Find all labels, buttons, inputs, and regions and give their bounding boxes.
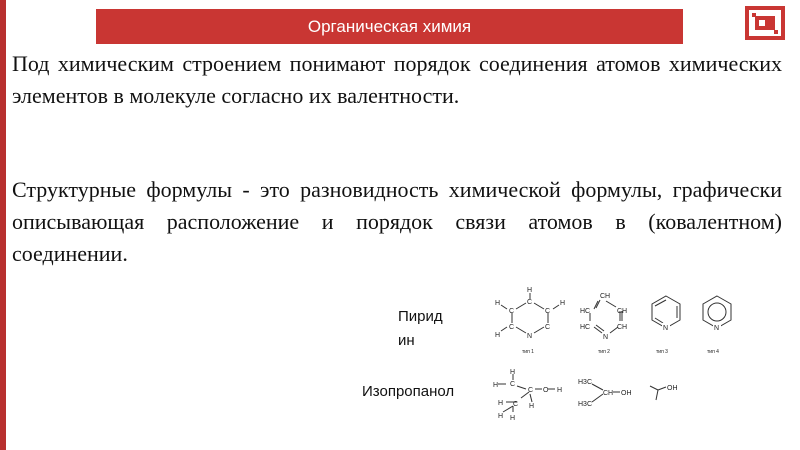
definition-paragraph: Под химическим строением понимают порядок соединения атомов химических элементов в молекуле согласно их валентности. [12,51,782,108]
structural-formula-paragraph: Структурные формулы - это разновидность химической формулы, графически описывающая расположение и порядок связи атомов в (ковалентном) соединении. [12,177,782,266]
pyridine-type2-structure [576,283,648,355]
atom-label: C [528,387,534,394]
isopropanol-full-structure [490,368,565,430]
type-label: тип 3 [656,349,668,355]
atom-label: C [545,308,551,315]
atom-label: C [513,401,519,408]
atom-label: H [493,382,499,389]
atom-label: CH [617,308,628,315]
atom-label: H [510,369,516,376]
atom-label: C [509,324,515,331]
atom-label: H [498,400,504,407]
type-label: тип 1 [522,349,534,355]
pyridine-type1-structure [492,283,572,355]
atom-label: H [498,413,504,420]
atom-label: CH [617,324,628,331]
left-accent-bar [0,0,6,450]
atom-label: H3C [578,401,593,408]
logo-icon [742,4,788,42]
pyridine-label: Пиридин [398,308,443,349]
slide-title: Органическая химия [307,17,472,36]
atom-label: C [545,324,551,331]
isopropanol-condensed-structure [576,372,638,412]
atom-label: H [560,300,566,307]
atom-label: H [557,387,563,394]
isopropanol-skeletal-structure [648,376,688,404]
atom-label: HC [580,324,591,331]
type-label: тип 4 [707,349,719,355]
isopropanol-label: Изопропанол [362,383,455,400]
atom-label: HC [580,308,591,315]
atom-label: C [509,308,515,315]
atom-label: CH [600,293,611,300]
atom-label: N [714,325,720,332]
atom-label: OH [621,390,632,397]
atom-label: O [543,387,549,394]
atom-label: H [529,403,535,410]
atom-label: H [495,332,501,339]
atom-label: H [495,300,501,307]
atom-label: H [527,287,533,294]
atom-label: C [527,299,533,306]
atom-label: N [527,333,533,340]
atom-label: H3C [578,379,593,386]
atom-label: CH [603,390,614,397]
atom-label: C [510,381,516,388]
atom-label: N [603,334,609,341]
pyridine-type3-structure [646,290,694,355]
atom-label: N [663,325,669,332]
title-banner [96,9,683,44]
atom-label: H [510,415,516,422]
type-label: тип 2 [598,349,610,355]
pyridine-type4-structure [697,290,745,355]
atom-label: OH [667,385,678,392]
